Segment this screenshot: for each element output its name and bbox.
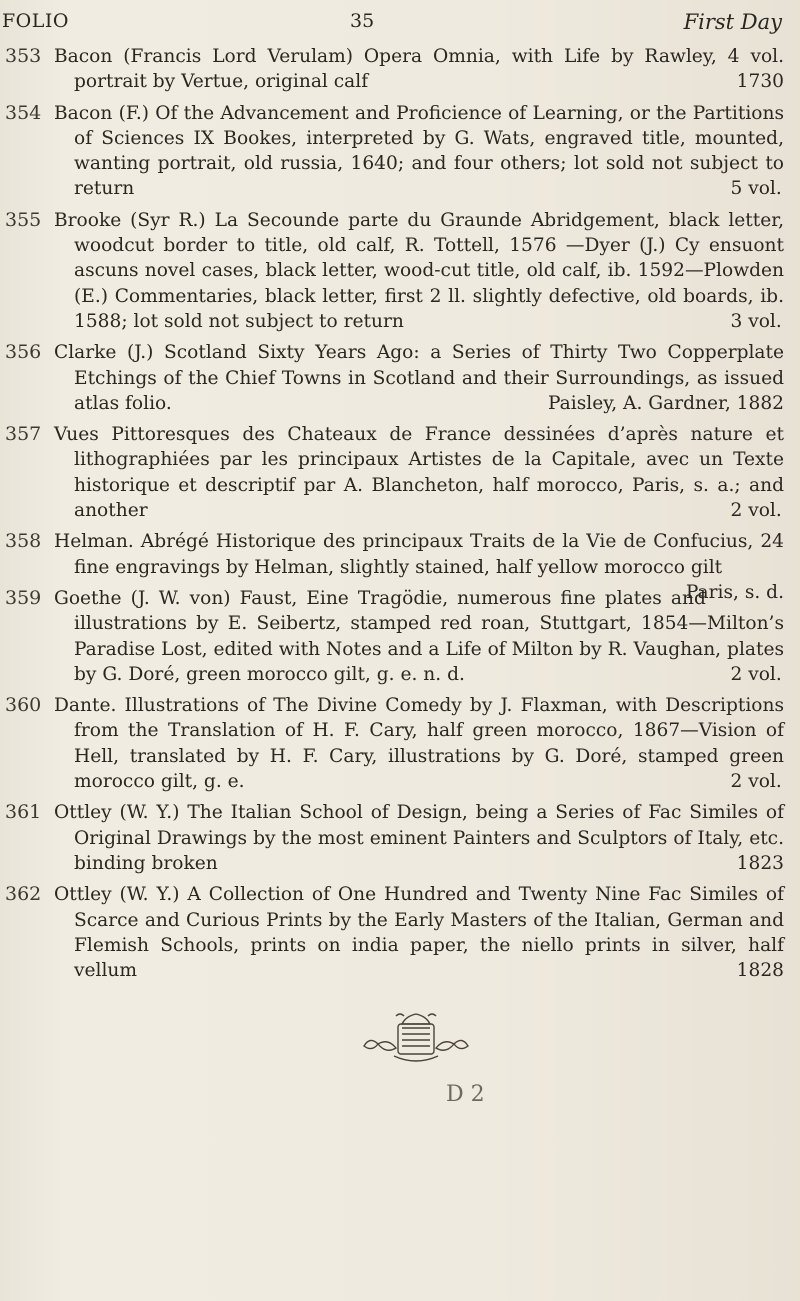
- page-number: 35: [350, 10, 375, 32]
- lot-entry: [0, 882, 800, 983]
- lot-entry: [0, 586, 800, 687]
- lot-trailer: 2 vol.: [730, 771, 782, 793]
- page-header: [0, 8, 800, 40]
- lot-number: 359: [5, 586, 42, 609]
- lot-number: 361: [5, 801, 42, 824]
- lot-trailer: 2 vol.: [730, 500, 782, 522]
- lot-entry: [0, 422, 800, 523]
- lot-description: Bacon (F.) Of the Advancement and Proficience of Learning, or the Partitions of Sciences IX Bookes, interpreted by G. Wats, engraved title, mounted, wanting portrait, old russia, 1640; and four others; lot sold not subject to return: [54, 102, 784, 200]
- day-heading: First Day: [683, 10, 782, 34]
- lot-trailer: 1730: [736, 71, 784, 93]
- lot-description: Ottley (W. Y.) The Italian School of Design, being a Series of Fac Similes of Original Drawings by the most eminent Painters and Sculptors of Italy, etc. binding broken: [54, 802, 784, 874]
- lot-description: Clarke (J.) Scotland Sixty Years Ago: a Series of Thirty Two Copperplate Etchings of the Chief Towns in Scotland and their Surroundings, as issued atlas folio.: [54, 342, 784, 414]
- lot-entry: [0, 693, 800, 794]
- lot-trailer: 1828: [736, 960, 784, 982]
- lot-description: Goethe (J. W. von) Faust, Eine Tragödie, numerous fine plates and illustrations by E. Seibertz, stamped red roan, Stuttgart, 1854—Milton’s Paradise Lost, edited with Notes and a Life of Milton by R. Vaughan, plates by G. Doré, green morocco gilt, g. e. n. d.: [54, 587, 784, 685]
- lot-trailer: Paisley, A. Gardner, 1882: [548, 392, 784, 414]
- lot-description: Brooke (Syr R.) La Secounde parte du Graunde Abridgement, black letter, woodcut border to title, old calf, R. Tottell, 1576 —Dyer (J.) Cy ensuont ascuns novel cases, black letter, wood-cut title, old calf, ib. 1592—Plowden (E.) Commentaries, black letter, first 2 ll. slightly defective, old boards, ib. 1588; lot sold not subject to return: [54, 209, 784, 332]
- lot-number: 353: [5, 45, 42, 67]
- lot-number: 362: [5, 883, 42, 906]
- lot-description: Vues Pittoresques des Chateaux de France dessinées d’après nature et lithographiées par les principaux Artistes de la Capitale, avec un Texte historique et descriptif par A. Blancheton, half morocco, Paris, s. a.; and another: [54, 424, 784, 522]
- lot-entry: [0, 44, 800, 95]
- lot-number: 357: [5, 423, 42, 446]
- lot-description: Bacon (Francis Lord Verulam) Opera Omnia, with Life by Rawley, 4 vol. portrait by Vertue, original calf: [54, 46, 784, 93]
- lot-number: 360: [5, 694, 42, 717]
- lot-description: Helman. Abrégé Historique des principaux Traits de la Vie de Confucius, 24 fine engravings by Helman, slightly stained, half yellow morocco gilt: [54, 531, 784, 578]
- lot-list: [0, 44, 800, 989]
- lot-trailer: 2 vol.: [730, 663, 782, 685]
- lot-trailer: 1823: [736, 852, 784, 874]
- tailpiece-ornament-icon: [356, 1010, 476, 1070]
- lot-number: 354: [5, 101, 42, 124]
- lot-trailer: 5 vol.: [730, 178, 782, 200]
- lot-entry: [0, 340, 800, 416]
- folio-label: FOLIO: [2, 10, 69, 32]
- lot-description: Ottley (W. Y.) A Collection of One Hundred and Twenty Nine Fac Similes of Scarce and Curious Prints by the Early Masters of the Italian, German and Flemish Schools, prints on india paper, the niello prints in silver, half vellum: [54, 884, 784, 982]
- lot-number: 358: [5, 530, 42, 553]
- lot-entry: [0, 800, 800, 876]
- lot-description: Dante. Illustrations of The Divine Comedy by J. Flaxman, with Descriptions from the Translation of H. F. Cary, half green morocco, 1867—Vision of Hell, translated by H. F. Cary, illustrations by G. Doré, stamped green morocco gilt, g. e.: [54, 695, 784, 793]
- lot-entry: [0, 101, 800, 202]
- lot-number: 355: [5, 208, 42, 231]
- signature-mark: D 2: [446, 1082, 485, 1107]
- lot-entry: [0, 208, 800, 334]
- lot-trailer: Paris, s. d.: [685, 581, 784, 603]
- lot-number: 356: [5, 341, 42, 364]
- lot-trailer: 3 vol.: [730, 310, 782, 332]
